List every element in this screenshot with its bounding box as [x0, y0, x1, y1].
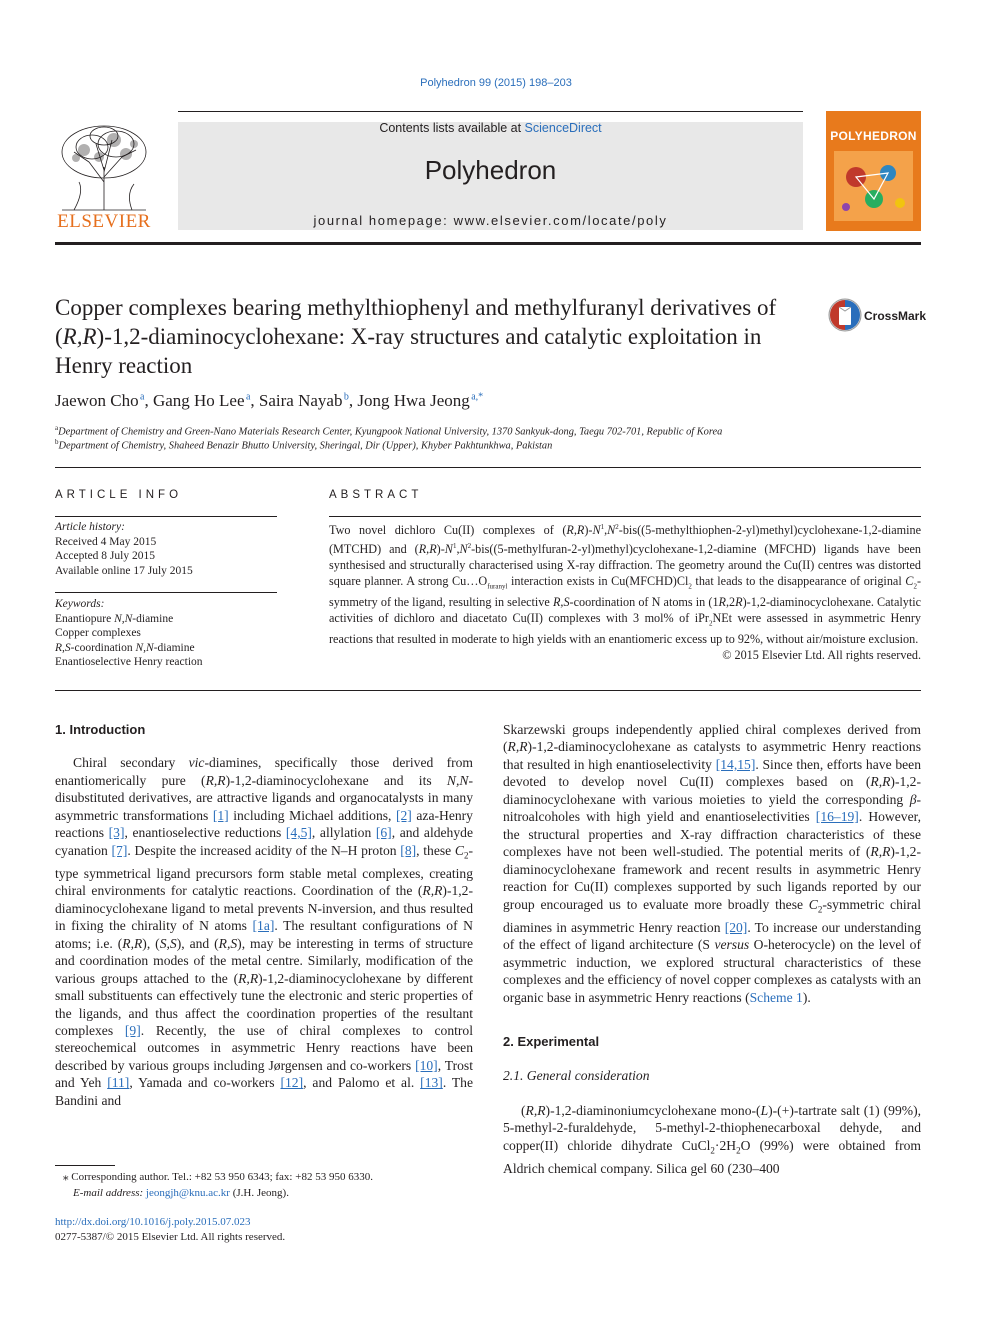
- section-heading-introduction: 1. Introduction: [55, 722, 146, 737]
- title-part-1: Copper complexes bearing methylthiophenyl and methylfuranyl derivatives of (: [55, 295, 777, 349]
- keyword: R,S-coordination N,N-diamine: [55, 641, 195, 654]
- history-received: Received 4 May 2015: [55, 535, 157, 548]
- journal-citation[interactable]: Polyhedron 99 (2015) 198–203: [420, 77, 572, 89]
- keyword: Enantiopure N,N-diamine: [55, 612, 174, 625]
- divider: [55, 592, 277, 593]
- author-affiliation-mark[interactable]: a: [140, 391, 145, 403]
- left-column: [55, 721, 473, 1109]
- abstract-heading: ABSTRACT: [329, 489, 423, 501]
- author-name[interactable]: Jaewon Cho: [55, 391, 139, 410]
- journal-cover-thumbnail[interactable]: [826, 111, 921, 231]
- issn-line: 0277-5387/© 2015 Elsevier Ltd. All rights reserved.: [55, 1231, 286, 1243]
- keywords-label: Keywords:: [55, 598, 105, 610]
- header-bottom-rule: [55, 242, 921, 245]
- crossmark-label[interactable]: CrossMark: [864, 309, 927, 323]
- abstract-copyright: © 2015 Elsevier Ltd. All rights reserved.: [722, 648, 921, 662]
- divider: [329, 516, 921, 517]
- journal-title: Polyhedron: [424, 155, 557, 185]
- doi-block: [55, 1215, 285, 1245]
- author-list: Jaewon Cho $^a$, Gang Ho Lee $^a$, Saira Nayab $^b$, Jong Hwa Jeong $^{a,*}$: [55, 391, 484, 410]
- paragraph: Skarzewski groups independently applied chiral complexes derived from (R,R)-1,2-diaminocyclohexane as catalysts to asymmetric Henry reactions that resulted in high enantioselectivity [14,15]. Since then, efforts have been devoted to develop novel Cu(II) complexes based on (R,R)-1,2-diaminocyclohexane with various moieties to yield the corresponding β-nitroalcoholes with high yield and enantioselectivities [16–19]. However, the structural properties and X-ray diffraction characteristics of these complexes have not been well-studied. The potential merits of (R,R)-1,2-diaminocyclohexane framework and recent results in asymmetric Henry reaction for Cu(II) complexes supported by such ligands reported by our group encouraged us to evaluate more broadly these $C_2$-symmetric chiral diamines in asymmetric Henry reaction [20]. To increase our understanding of the effect of ligand architecture (S versus O-heterocycle) on the level of asymmetric induction, we explored structural characteristics of these complexes and the efficiency of novel copper complexes as catalysts with an organic base in asymmetric Henry reactions (Scheme 1).: [503, 722, 921, 1005]
- paragraph: Chiral secondary vic-diamines, specifically those derived from enantiomerically pure (R,R)-1,2-diaminocyclohexane and its N,N-disubstituted derivatives, are attractive ligands and organocatalysts in many asymmetric transformations [1] including Michael additions, [2] aza-Henry reactions [3], enantioselective reductions [4,5], allylation [6], and aldehyde cyanation [7]. Despite the increased acidity of the N–H proton [8], these $C_2$-type symmetrical ligand precursors form stable metal complexes, creating chiral environments for catalytic reactions. Coordination of the (R,R)-1,2-diaminocyclohexane ligand to metal prevents N-inversion, and thus resulted in fixing the chirality of N atoms [1a]. The resultant configurations of N atoms; i.e. (R,R), (S,S), and (R,S), may be interesting in terms of structure and coordination modes of the metal centre. Similarly, modification of the various groups attached to the (R,R)-1,2-diaminocyclohexane by different small substituents can effectively tune the electronic and steric properties of the ligands, and thus affect the coordination properties of the resultant complexes [9]. Recently, the use of chiral complexes to control stereochemical outcomes in asymmetric Henry reactions have been described by various groups including Jørgensen and co-workers [10], Trost and Yeh [11], Yamada and co-workers [12], and Palomo et al. [13]. The Bandini and: [55, 755, 474, 1108]
- affiliation: [55, 424, 722, 437]
- history-label: Article history:: [55, 521, 125, 533]
- divider: [55, 516, 277, 517]
- keyword: Copper complexes: [55, 627, 141, 640]
- contents-line: [178, 121, 803, 135]
- right-column: [503, 721, 921, 1177]
- article-info-heading: ARTICLE INFO: [55, 489, 183, 501]
- title-part-2: )-1,2-diaminocyclohexane: X-ray structures and catalytic exploitation in Henry reaction: [55, 324, 762, 378]
- affiliation-text: Department of Chemistry and Green-Nano Materials Research Center, Kyungpook National University, 1370 Sankyuk-dong, Taegu 702-701, Republic of Korea: [58, 426, 723, 438]
- author-affiliation-mark[interactable]: b: [343, 391, 349, 403]
- corresponding-author: Corresponding author. Tel.: +82 53 950 6343; fax: +82 53 950 6330.: [71, 1171, 373, 1183]
- footnote: ⁎ Corresponding author. Tel.: +82 53 950 6343; fax: +82 53 950 6330. E-mail address: jeongjh@knu.ac.kr (J.H. Jeong).: [63, 1171, 373, 1199]
- cover-title: POLYHEDRON: [830, 129, 917, 143]
- article-history: [55, 520, 193, 578]
- author-name[interactable]: Gang Ho Lee: [152, 391, 245, 410]
- divider: [55, 467, 921, 468]
- author-name[interactable]: Saira Nayab: [258, 391, 343, 410]
- sciencedirect-link[interactable]: ScienceDirect: [524, 121, 602, 135]
- paragraph: (R,R)-1,2-diaminoniumcyclohexane mono-(L)-(+)-tartrate salt (1) (99%), 5-methyl-2-furaldehyde, 5-methyl-2-thiophenecarboxal dehyde, and copper(II) chloride dihydrate $CuCl_2\cdot 2H_2O$ (99%) were obtained from Aldrich chemical company. Silica gel 60 (230–400: [503, 1102, 921, 1176]
- journal-homepage[interactable]: journal homepage: www.elsevier.com/locate/poly: [313, 213, 668, 228]
- keywords: [55, 597, 203, 670]
- keyword: Enantioselective Henry reaction: [55, 656, 203, 669]
- cover-artwork: [826, 147, 921, 231]
- divider: [55, 690, 921, 691]
- doi-link[interactable]: http://dx.doi.org/10.1016/j.poly.2015.07.023: [55, 1216, 251, 1228]
- affiliation-mark: b: [55, 438, 59, 446]
- author-name[interactable]: Jong Hwa Jeong: [357, 391, 470, 410]
- crossmark-icon: [827, 297, 863, 333]
- author-affiliation-mark[interactable]: a: [245, 391, 251, 403]
- history-online: Available online 17 July 2015: [55, 564, 193, 577]
- abstract-body: Two novel dichloro Cu(II) complexes of $(R,R)-N^1,N^2-bis((5-methylthiophen-2-yl)methyl)cyclohexane-1,2$-diamine (MTCHD) and $(R,R)-N^1,N^2-bis((5-methylfuran-2-yl)methyl)cyclohexane-1,2$-diamine (MFCHD) ligands have been synthesised and structurally characterised using X-ray diffraction. The geometry around the Cu(II) centres was distorted square planner. A strong $Cu\dots O_{furanyl}$ interaction exists in $Cu(MFCHD)Cl_2$ that leads to the disappearance of original $C_2$-symmetry of the ligand, resulting in selective R,S-coordination of N atoms in (1R,2R)-1,2-diaminocyclohexane. Catalytic activities of dichloro and diacetato Cu(II) complexes with 3 mol% of iPr$_2$NEt were assessed in asymmetric Henry reactions that resulted in moderate to high yields with an enantiomeric excess up to 92%, without air/moisture exclusion.: [329, 523, 922, 646]
- section-heading-experimental: 2. Experimental: [503, 1033, 600, 1049]
- footnote-rule: [55, 1165, 115, 1166]
- article-title: [55, 293, 785, 380]
- affiliation-mark: a: [55, 424, 59, 432]
- title-italic: R,R: [62, 324, 97, 349]
- author-email-link[interactable]: jeongjh@knu.ac.kr: [145, 1187, 230, 1199]
- subsection-heading-general: 2.1. General consideration: [503, 1068, 650, 1084]
- history-accepted: Accepted 8 July 2015: [55, 550, 155, 563]
- contents-prefix: Contents lists available at: [379, 121, 525, 135]
- elsevier-wordmark: ELSEVIER: [57, 211, 151, 232]
- author-affiliation-mark[interactable]: a,*: [471, 391, 484, 403]
- affiliation-text: Department of Chemistry, Shaheed Benazir Bhutto University, Sheringal, Dir (Upper), Khyber Pakhtunkhwa, Pakistan: [58, 440, 553, 452]
- email-suffix: (J.H. Jeong).: [232, 1187, 289, 1199]
- affiliation: [55, 438, 552, 451]
- header-top-rule: [178, 111, 803, 112]
- email-label: E-mail address:: [73, 1187, 144, 1199]
